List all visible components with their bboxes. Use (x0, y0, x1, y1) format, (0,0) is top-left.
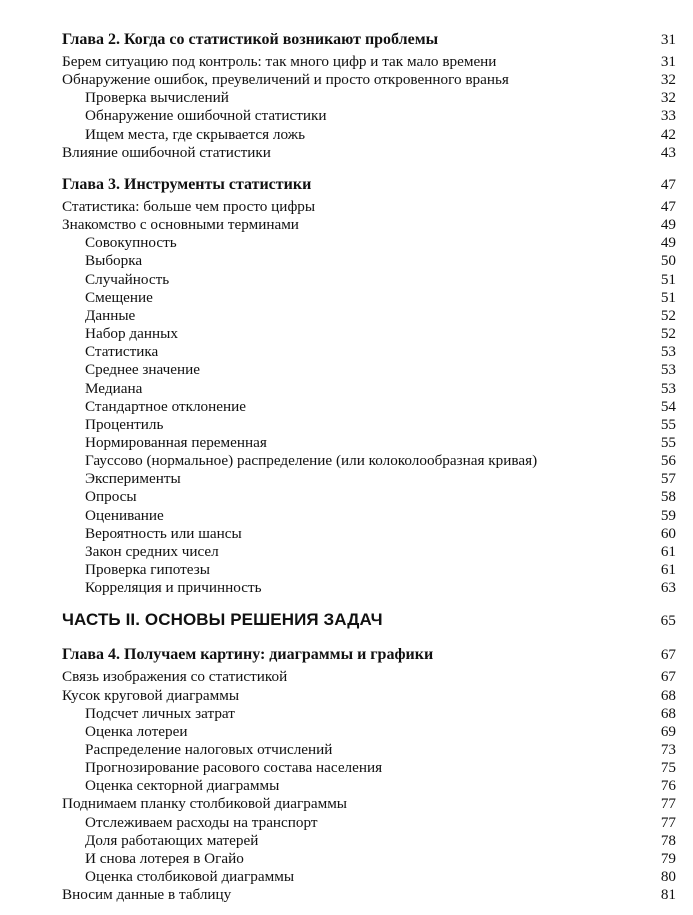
toc-entry-title: Медиана (85, 379, 143, 397)
toc-subsection-entry (62, 525, 676, 543)
toc-entry-page-number: 52 (660, 325, 676, 343)
toc-entry-page-number: 54 (660, 397, 676, 415)
toc-entry-page-number: 78 (660, 831, 676, 849)
toc-subsection-entry (62, 107, 676, 125)
toc-entry-page-number: 79 (660, 849, 676, 867)
toc-entry-page-number: 43 (660, 143, 676, 161)
toc-subsection-entry (62, 723, 676, 741)
toc-entry-title: Среднее значение (85, 361, 201, 379)
toc-entry-page-number: 77 (660, 795, 676, 813)
toc-entry-page-number: 77 (660, 813, 676, 831)
toc-entry-title: Глава 3. Инструменты статистики (62, 175, 312, 193)
toc-entry-page-number: 73 (660, 741, 676, 758)
toc-subsection-entry (62, 252, 676, 270)
toc-subsection-entry (62, 868, 676, 886)
toc-entry-page-number: 49 (660, 234, 676, 252)
toc-entry-title: Подсчет личных затрат (85, 704, 235, 722)
toc-entry-title: Стандартное отклонение (85, 397, 247, 415)
toc-entry-page-number: 53 (660, 361, 676, 379)
toc-entry-page-number: 60 (660, 524, 676, 542)
toc-entry-page-number: 47 (660, 175, 676, 193)
toc-subsection-entry (62, 470, 676, 488)
toc-entry-page-number: 32 (660, 71, 676, 89)
toc-entry-page-number: 42 (660, 125, 676, 143)
toc-entry-title: Доля работающих матерей (85, 831, 259, 849)
toc-chapter-heading (62, 30, 676, 50)
toc-entry-title: Набор данных (85, 325, 178, 343)
toc-entry-page-number: 55 (660, 415, 676, 433)
toc-entry-page-number: 55 (660, 433, 676, 451)
toc-entry-title: Эксперименты (85, 470, 181, 488)
toc-entry-title: Выборка (85, 252, 143, 270)
toc-section-entry (62, 53, 676, 71)
toc-entry-title: Оценивание (85, 506, 164, 524)
toc-entry-title: Проверка вычислений (85, 89, 229, 107)
toc-entry-page-number: 57 (660, 470, 676, 488)
toc-subsection-entry (62, 561, 676, 579)
toc-subsection-entry (62, 759, 676, 777)
toc-subsection-entry (62, 234, 676, 252)
toc-subsection-entry (62, 361, 676, 379)
toc-entry-page-number: 61 (660, 561, 676, 579)
toc-entry-title: Берем ситуацию под контроль: так много цифр и так мало времени (62, 53, 497, 70)
toc-entry-title: Закон средних чисел (85, 542, 219, 560)
toc-subsection-entry (62, 398, 676, 416)
toc-entry-page-number: 31 (660, 31, 676, 48)
toc-entry-title: Обнаружение ошибок, преувеличений и просто откровенного вранья (62, 71, 509, 89)
toc-entry-title: Влияние ошибочной статистики (62, 143, 271, 161)
toc-subsection-entry (62, 543, 676, 561)
toc-subsection-entry (62, 579, 676, 597)
toc-entry-page-number: 68 (660, 686, 676, 704)
toc-entry-title: Обнаружение ошибочной статистики (85, 107, 327, 125)
toc-part-heading (62, 609, 676, 632)
toc-entry-title: Процентиль (85, 415, 164, 433)
toc-subsection-entry (62, 289, 676, 307)
toc-subsection-entry (62, 271, 676, 289)
toc-entry-page-number: 67 (660, 668, 676, 686)
toc-entry-page-number: 75 (660, 759, 676, 777)
toc-subsection-entry (62, 741, 676, 759)
toc-section-entry (62, 216, 676, 234)
toc-entry-title: Поднимаем планку столбиковой диаграммы (62, 795, 348, 813)
toc-subsection-entry (62, 434, 676, 452)
toc-entry-title: Глава 2. Когда со статистикой возникают проблемы (62, 31, 439, 48)
toc-entry-title: Вносим данные в таблицу (62, 886, 232, 904)
toc-entry-page-number: 65 (660, 612, 676, 630)
toc-entry-title: Оценка лотереи (85, 722, 188, 740)
toc-entry-title: Связь изображения со статистикой (62, 668, 288, 686)
toc-entry-title: Отслеживаем расходы на транспорт (85, 813, 318, 831)
toc-subsection-entry (62, 416, 676, 434)
toc-entry-title: Глава 4. Получаем картину: диаграммы и графики (62, 646, 434, 664)
toc-subsection-entry (62, 126, 676, 144)
toc-entry-title: Вероятность или шансы (85, 524, 242, 542)
table-of-contents (62, 30, 676, 904)
toc-subsection-entry (62, 452, 676, 470)
toc-subsection-entry (62, 89, 676, 107)
toc-entry-page-number: 52 (660, 306, 676, 324)
toc-section-entry (62, 668, 676, 686)
toc-entry-title: Распределение налоговых отчислений (85, 741, 333, 758)
toc-subsection-entry (62, 380, 676, 398)
toc-entry-page-number: 53 (660, 379, 676, 397)
toc-section-entry (62, 71, 676, 89)
toc-entry-title: Случайность (85, 270, 170, 288)
toc-section-entry (62, 198, 676, 216)
toc-entry-page-number: 33 (660, 107, 676, 125)
toc-entry-page-number: 63 (660, 579, 676, 597)
toc-entry-page-number: 32 (660, 89, 676, 107)
toc-section-entry (62, 144, 676, 162)
toc-subsection-entry (62, 307, 676, 325)
toc-entry-title: Данные (85, 306, 136, 324)
toc-entry-page-number: 81 (660, 886, 676, 904)
toc-entry-title: Гауссово (нормальное) распределение (или колоколообразная кривая) (85, 452, 538, 470)
toc-entry-title: Статистика (85, 343, 159, 361)
toc-entry-page-number: 49 (660, 216, 676, 234)
toc-entry-title: Смещение (85, 288, 153, 306)
toc-entry-title: Ищем места, где скрывается ложь (85, 125, 306, 143)
toc-entry-title: Нормированная переменная (85, 433, 267, 451)
toc-entry-page-number: 53 (660, 343, 676, 361)
toc-subsection-entry (62, 850, 676, 868)
toc-entry-title: Оценка столбиковой диаграммы (85, 868, 295, 886)
toc-entry-page-number: 59 (660, 506, 676, 524)
toc-entry-page-number: 31 (660, 53, 676, 70)
toc-chapter-heading (62, 175, 676, 195)
toc-chapter-heading (62, 645, 676, 665)
toc-entry-title: Кусок круговой диаграммы (62, 686, 240, 704)
toc-entry-page-number: 67 (660, 646, 676, 664)
toc-entry-title: Оценка секторной диаграммы (85, 777, 280, 795)
toc-section-entry (62, 886, 676, 904)
toc-subsection-entry (62, 814, 676, 832)
toc-subsection-entry (62, 705, 676, 723)
toc-entry-title: Совокупность (85, 234, 177, 252)
toc-entry-title: Прогнозирование расового состава населения (85, 759, 383, 777)
toc-entry-title: ЧАСТЬ II. ОСНОВЫ РЕШЕНИЯ ЗАДАЧ (62, 610, 383, 630)
toc-entry-page-number: 69 (660, 722, 676, 740)
toc-entry-page-number: 50 (660, 252, 676, 270)
toc-entry-title: Статистика: больше чем просто цифры (62, 197, 316, 215)
toc-subsection-entry (62, 777, 676, 795)
toc-subsection-entry (62, 325, 676, 343)
toc-entry-title: Проверка гипотезы (85, 561, 210, 579)
toc-entry-page-number: 76 (660, 777, 676, 795)
toc-entry-page-number: 51 (660, 288, 676, 306)
toc-subsection-entry (62, 507, 676, 525)
toc-subsection-entry (62, 343, 676, 361)
toc-section-entry (62, 795, 676, 813)
toc-entry-page-number: 68 (660, 704, 676, 722)
toc-entry-title: Опросы (85, 488, 137, 506)
toc-entry-page-number: 80 (660, 868, 676, 886)
toc-entry-page-number: 58 (660, 488, 676, 506)
toc-subsection-entry (62, 488, 676, 506)
toc-entry-page-number: 47 (660, 197, 676, 215)
toc-section-entry (62, 687, 676, 705)
toc-subsection-entry (62, 832, 676, 850)
toc-entry-page-number: 51 (660, 270, 676, 288)
toc-entry-title: Корреляция и причинность (85, 579, 262, 597)
toc-entry-page-number: 61 (660, 542, 676, 560)
toc-entry-title: И снова лотерея в Огайо (85, 849, 244, 867)
toc-entry-page-number: 56 (660, 452, 676, 470)
toc-entry-title: Знакомство с основными терминами (62, 216, 299, 234)
